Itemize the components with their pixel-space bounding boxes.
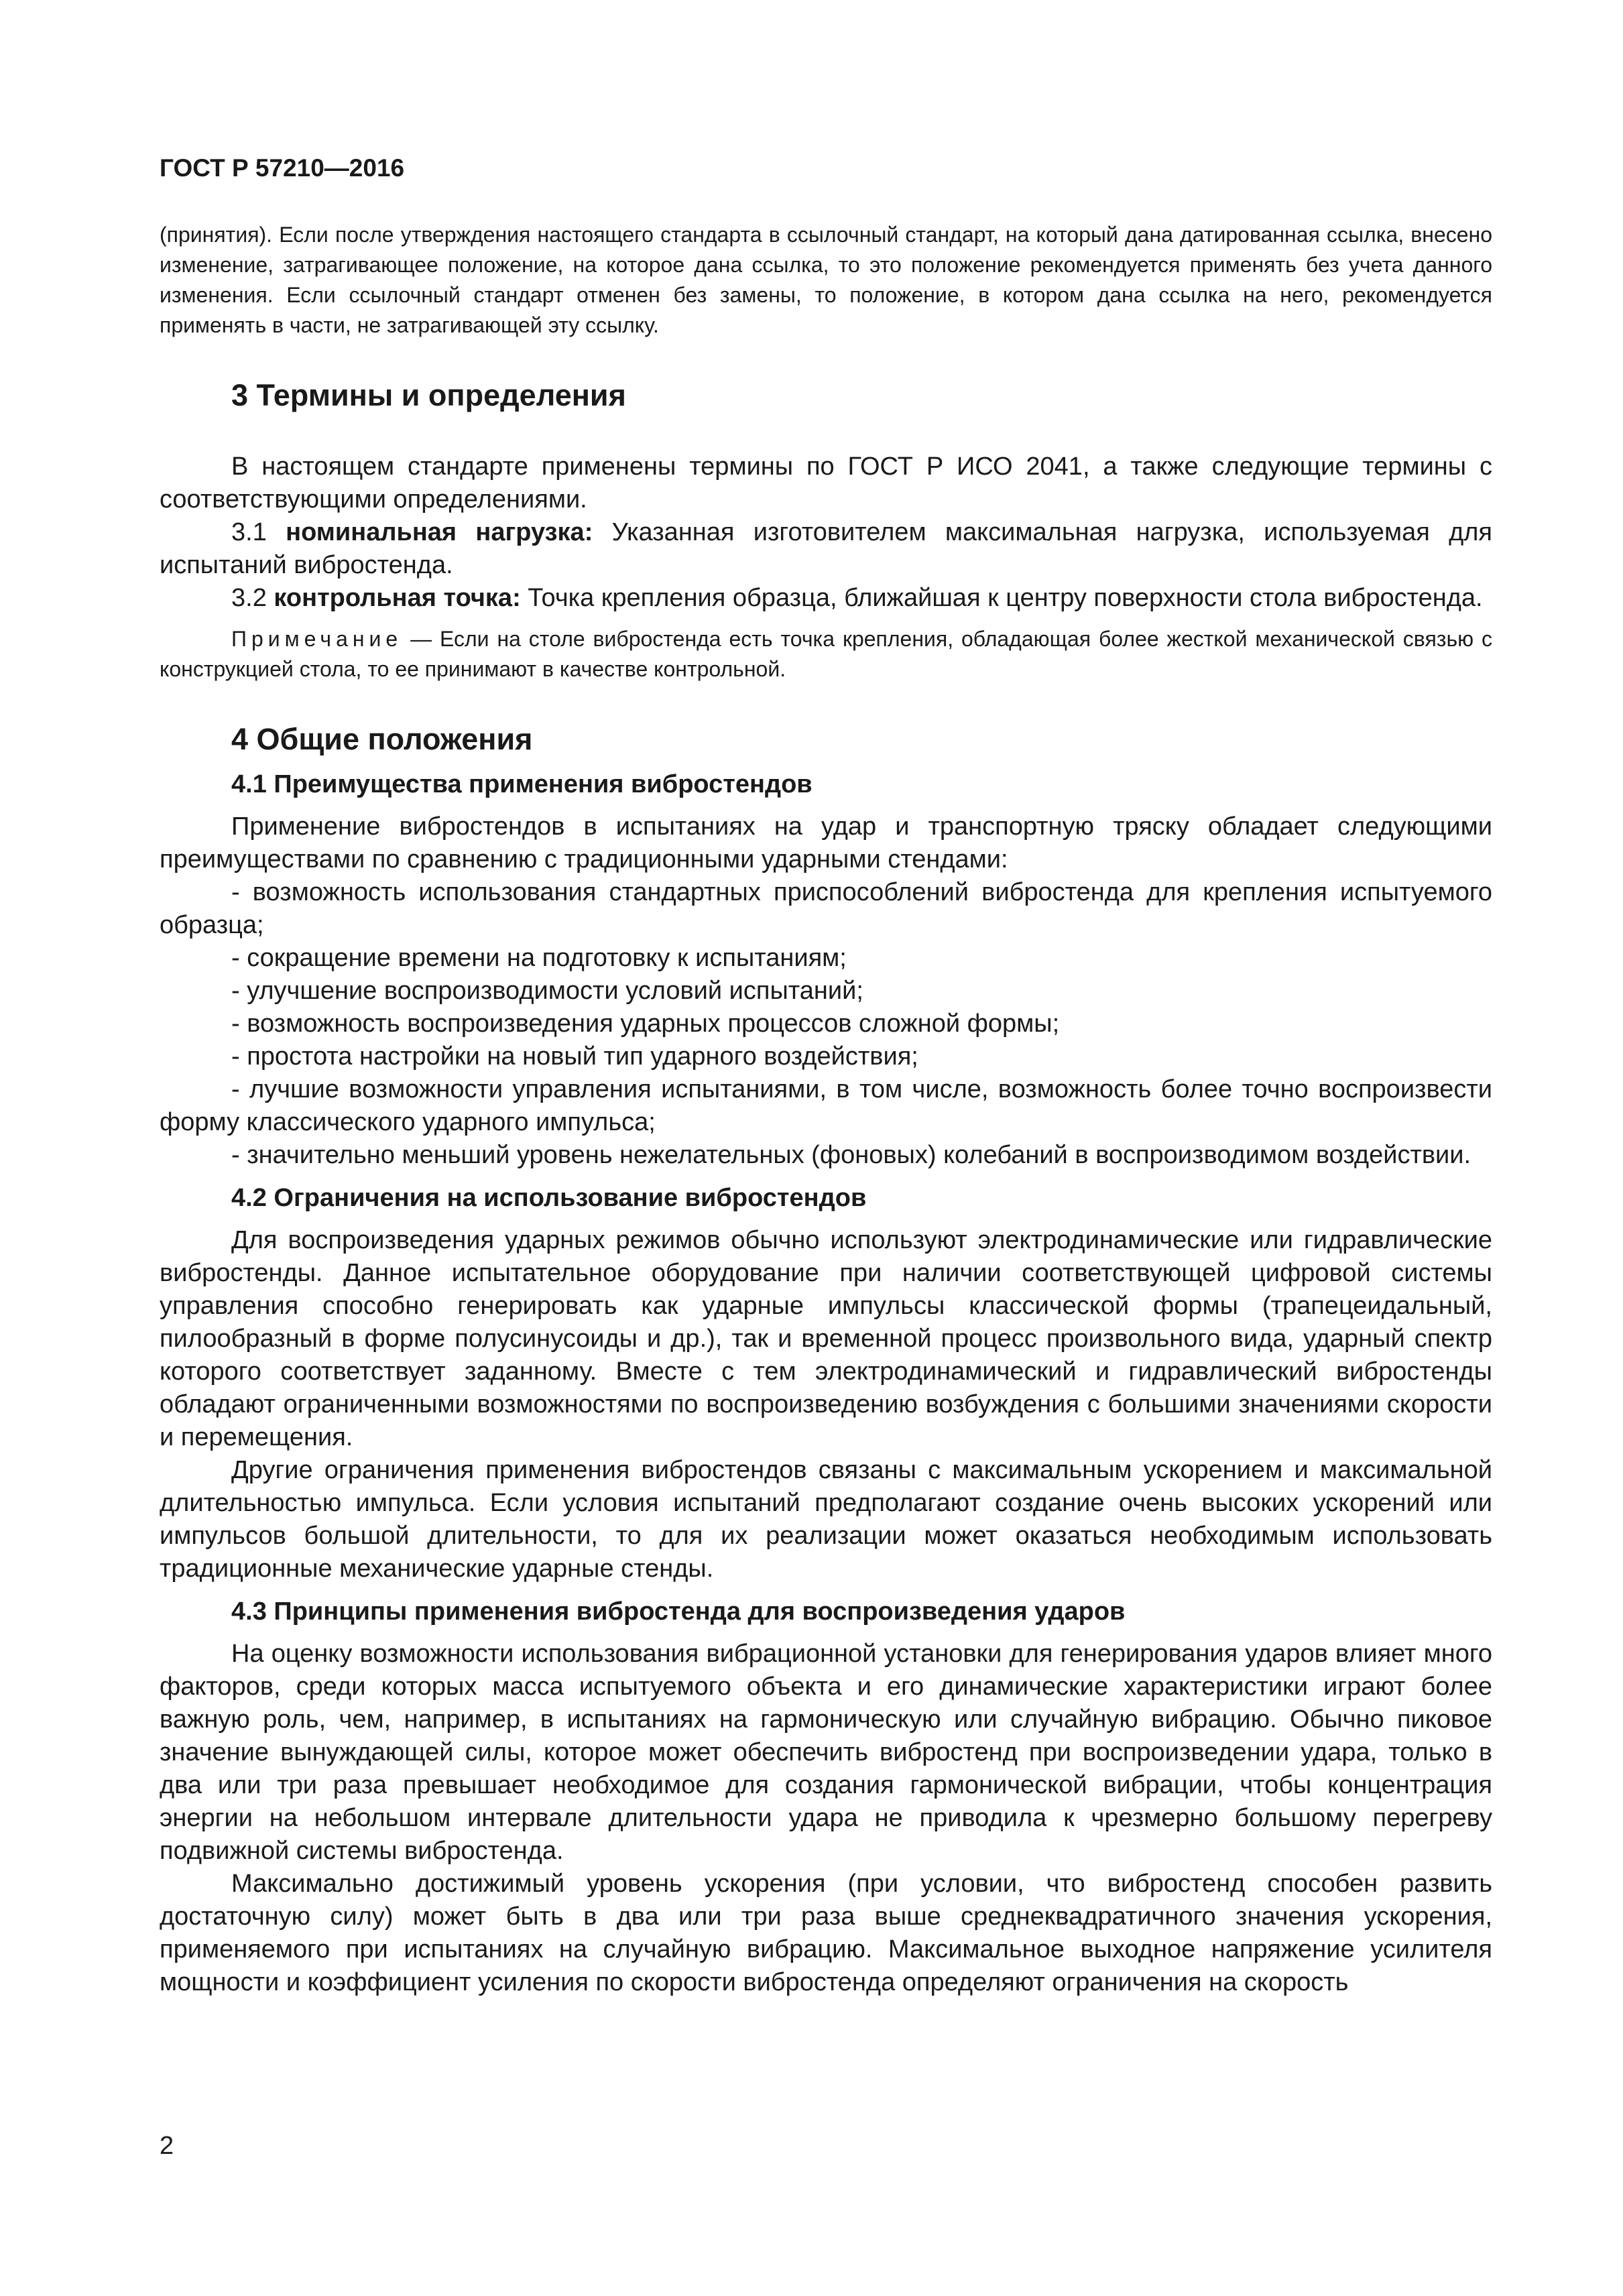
term-3-2-number: 3.2 [231,584,267,612]
list-item: - улучшение воспроизводимости условий испытаний; [231,977,863,1005]
term-3-2 [160,582,1492,615]
subsection-4-3-paragraph: На оценку возможности использования вибрационной установки для генерирования ударов влияет много факторов, среди которых масса испытуемого объекта и его динамические характеристики играют более важную роль, чем, например, в испытаниях на гармоническую или случайную вибрацию. Обычно пиковое значение вынуждающей силы, которое может обеспечить вибростенд при воспроизведении удара, только в два или три раза превышает необходимое для создания гармонической вибрации, чтобы концентрация энергии на небольшом интервале длительности удара не приводила к чрезмерно большому перегреву подвижной системы вибростенда. [160,1640,1492,1865]
note-label: Примечание [231,627,403,651]
subsection-4-3-title: 4.3 Принципы применения вибростенда для воспроизведения ударов [231,1597,1126,1626]
subsection-4-2-paragraph: Другие ограничения применения вибростендов связаны с максимальным ускорением и максимальной длительностью импульса. Если условия испытаний предполагают создание очень высоких ускорений или импульсов большой длительности, то для их реализации может оказаться необходимым использовать традиционные механические ударные стенды. [160,1456,1492,1583]
intro-paragraph: (принятия). Если после утверждения настоящего стандарта в ссылочный стандарт, на который дана датированная ссылка, внесено изменение, затрагивающее положение, на которое дана ссылка, то это положение рекомендуется применять без учета данного изменения. Если ссылочный стандарт отменен без замены, то положение, в котором дана ссылка на него, рекомендуется применять в части, не затрагивающей эту ссылку. [160,223,1492,337]
subsection-4-2-paragraph: Для воспроизведения ударных режимов обычно используют электродинамические или гидравлические вибростенды. Данное испытательное оборудование при наличии соответствующей цифровой системы управления способно генерировать как ударные импульсы классической формы (трапецеидальный, пилообразный в форме полусинусоиды и др.), так и временной процесс произвольного вида, ударный спектр которого соответствует заданному. Вместе с тем электродинамический и гидравлический вибростенды обладают ограниченными возможностями по воспроизведению возбуждения с большими значениями скорости и перемещения. [160,1226,1492,1451]
term-3-1 [160,516,1492,582]
advantages-list [160,876,1492,1172]
list-item: - сокращение времени на подготовку к испытаниям; [231,944,847,972]
subsection-4-2-title: 4.2 Ограничения на использование вибростендов [231,1184,867,1212]
section-3-intro: В настоящем стандарте применены термины по ГОСТ Р ИСО 2041, а также следующие термины с соответствующими определениями. [160,452,1492,513]
term-3-1-definition: Указанная изготовителем максимальная нагрузка, используемая для испытаний вибростенда. [160,518,1492,579]
page-number: 2 [160,2132,174,2160]
list-item: - возможность воспроизведения ударных процессов сложной формы; [231,1010,1060,1038]
note-text: Если на столе вибростенда есть точка крепления, обладающая более жесткой механической связью с конструкцией стола, то ее принимают в качестве контрольной. [160,627,1493,681]
term-3-1-number: 3.1 [231,518,267,546]
section-4-title: 4 Общие положения [231,722,533,756]
list-item: - значительно меньший уровень нежелательных (фоновых) колебаний в воспроизводимом воздействии. [231,1141,1471,1169]
list-item: - простота настройки на новый тип ударного воздействия; [231,1042,918,1071]
note-3 [160,624,1492,684]
list-item: - лучшие возможности управления испытаниями, в том числе, возможность более точно воспроизвести форму классического ударного импульса; [160,1075,1492,1136]
term-3-2-definition: Точка крепления образца, ближайшая к центру поверхности стола вибростенда. [528,584,1483,612]
term-3-1-term: номинальная нагрузка: [286,518,593,546]
subsection-4-3-paragraph: Максимально достижимый уровень ускорения (при условии, что вибростенд способен развить достаточную силу) может быть в два или три раза выше среднеквадратичного значения ускорения, применяемого при испытаниях на случайную вибрацию. Максимальное выходное напряжение усилителя мощности и коэффициент усиления по скорости вибростенда определяют ограничения на скорость [160,1870,1492,1996]
document-header: ГОСТ Р 57210—2016 [160,154,405,182]
subsection-4-1-title: 4.1 Преимущества применения вибростендов [231,770,813,798]
subsection-4-1-intro: Применение вибростендов в испытаниях на удар и транспортную тряску обладает следующими преимуществами по сравнению с традиционными ударными стендами: [160,812,1492,873]
page-content [160,153,1492,1999]
term-3-2-term: контрольная точка: [274,584,521,612]
list-item: - возможность использования стандартных приспособлений вибростенда для крепления испытуемого образца; [160,878,1492,939]
section-3-title: 3 Термины и определения [231,378,626,412]
note-dash: — [402,627,440,651]
